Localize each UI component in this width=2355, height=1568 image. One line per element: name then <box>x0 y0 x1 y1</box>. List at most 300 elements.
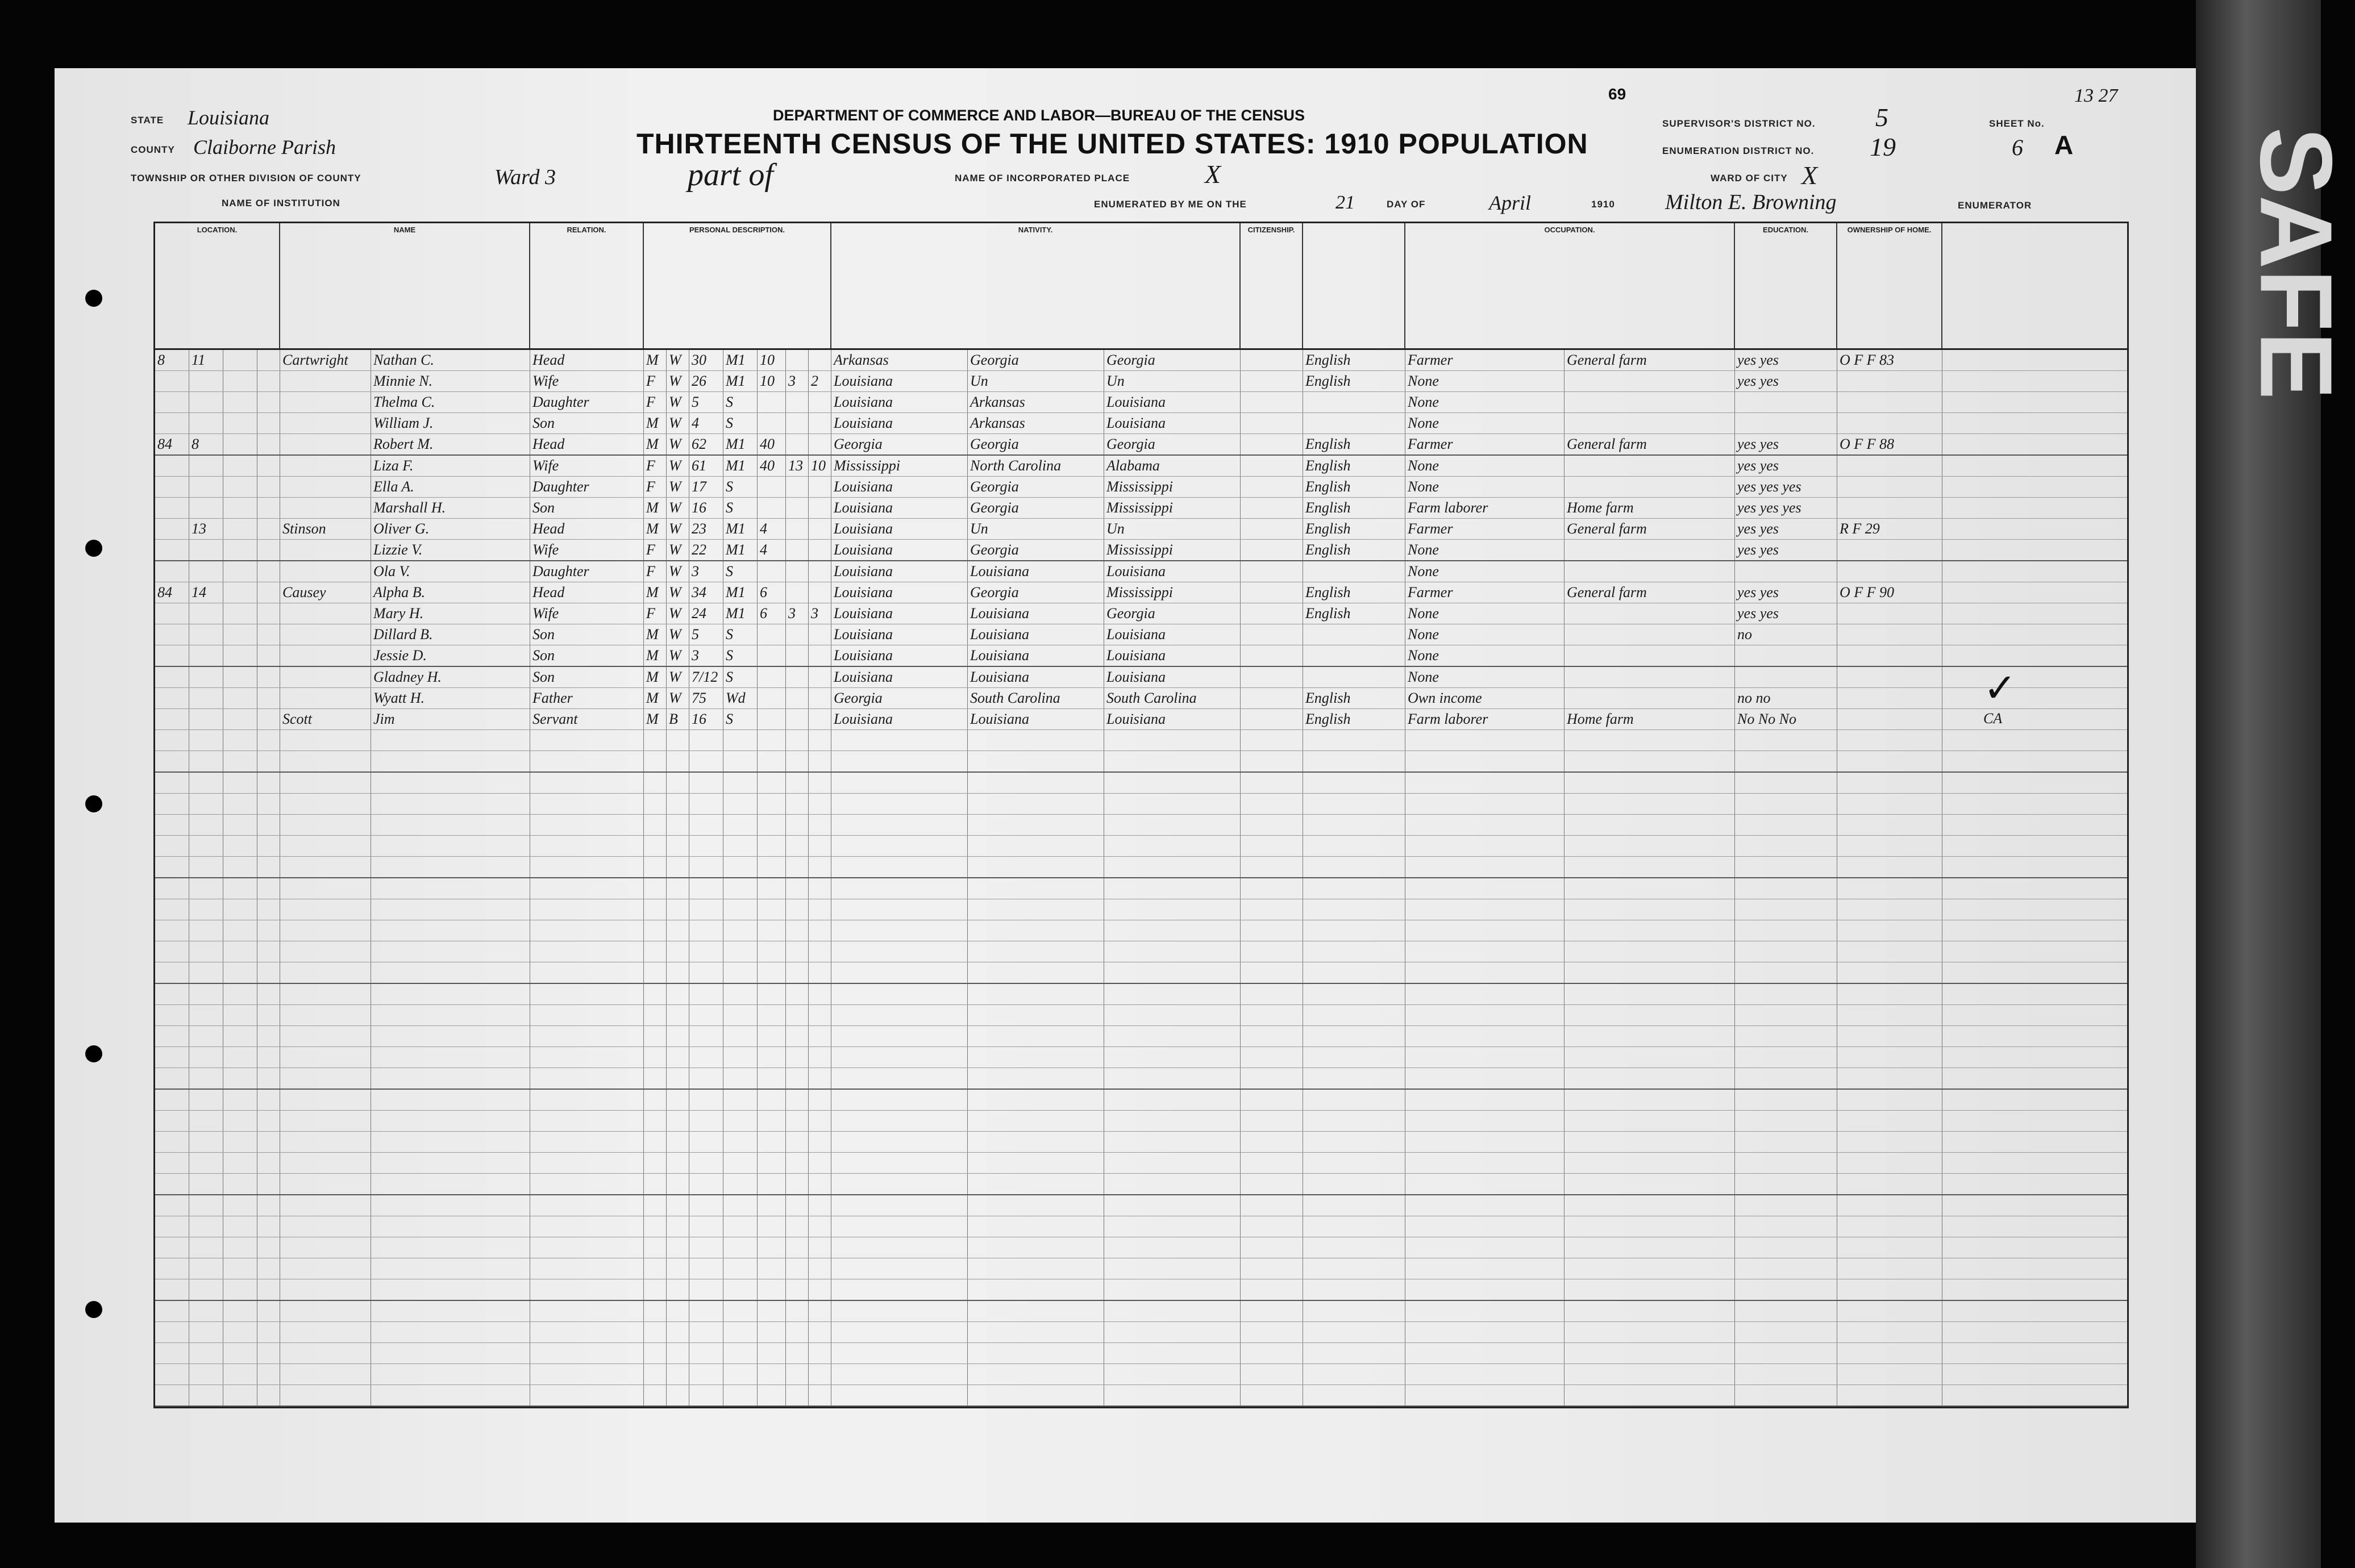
table-cell <box>1942 1279 2124 1300</box>
table-cell <box>189 962 223 983</box>
table-cell <box>786 794 809 814</box>
table-cell <box>809 1195 831 1216</box>
table-cell <box>809 1132 831 1152</box>
table-cell <box>530 1258 644 1279</box>
table-cell <box>1837 1195 1942 1216</box>
table-cell <box>831 1322 968 1342</box>
table-row <box>155 688 2127 709</box>
table-cell <box>280 920 371 941</box>
table-cell: F <box>644 456 667 476</box>
table-cell <box>786 519 809 539</box>
table-row <box>155 709 2127 730</box>
institution-label: NAME OF INSTITUTION <box>222 198 340 208</box>
table-cell <box>1405 1301 1565 1321</box>
table-cell <box>223 878 257 899</box>
table-cell <box>223 899 257 920</box>
table-cell <box>644 878 667 899</box>
table-cell: Stinson <box>280 519 371 539</box>
table-cell: Head <box>530 350 644 370</box>
table-cell <box>189 1090 223 1110</box>
year-label: 1910 <box>1591 199 1615 210</box>
department-line: DEPARTMENT OF COMMERCE AND LABOR—BUREAU OF THE CENSUS <box>773 107 1305 124</box>
table-cell <box>1241 582 1303 603</box>
table-cell <box>968 1047 1104 1067</box>
table-cell <box>968 730 1104 750</box>
table-cell <box>155 456 189 476</box>
table-cell <box>968 1068 1104 1089</box>
table-cell <box>1942 1343 2124 1363</box>
table-cell <box>831 1216 968 1237</box>
table-cell <box>689 1174 723 1194</box>
table-cell <box>155 1364 189 1384</box>
table-cell <box>1104 815 1241 835</box>
table-cell <box>644 1237 667 1258</box>
table-cell: English <box>1303 477 1405 497</box>
table-cell: 84 <box>155 434 189 454</box>
table-cell <box>1405 1279 1565 1300</box>
table-cell <box>809 477 831 497</box>
table-cell: Farmer <box>1405 350 1565 370</box>
table-cell <box>280 624 371 645</box>
table-cell: W <box>667 456 689 476</box>
table-cell <box>1241 1237 1303 1258</box>
table-cell <box>371 773 530 793</box>
table-cell <box>1241 688 1303 708</box>
table-cell <box>786 899 809 920</box>
table-cell: Louisiana <box>831 477 968 497</box>
enumeration-district-value: 19 <box>1870 132 1896 161</box>
table-cell: Wd <box>723 688 758 708</box>
table-cell <box>723 1026 758 1046</box>
table-cell <box>667 1068 689 1089</box>
table-cell <box>1405 857 1565 877</box>
table-cell <box>1303 1385 1405 1406</box>
table-cell <box>667 920 689 941</box>
punch-hole <box>85 290 102 307</box>
table-cell <box>189 688 223 708</box>
table-cell <box>189 1153 223 1173</box>
table-cell <box>1405 1258 1565 1279</box>
table-cell <box>1735 667 1837 687</box>
table-cell <box>1837 540 1942 560</box>
table-cell: Louisiana <box>968 667 1104 687</box>
table-cell <box>831 1153 968 1173</box>
table-cell: Home farm <box>1565 498 1735 518</box>
sheet-label: SHEET No. <box>1989 118 2045 129</box>
table-cell <box>280 688 371 708</box>
table-cell <box>786 540 809 560</box>
table-cell <box>1565 1216 1735 1237</box>
table-cell <box>786 709 809 729</box>
table-row <box>155 1195 2127 1216</box>
table-cell <box>667 1153 689 1173</box>
table-cell <box>155 1111 189 1131</box>
table-cell: Louisiana <box>831 413 968 433</box>
table-cell <box>786 645 809 666</box>
table-row <box>155 1111 2127 1132</box>
table-cell <box>723 1195 758 1216</box>
table-cell <box>689 815 723 835</box>
table-row <box>155 1258 2127 1279</box>
table-cell <box>689 1005 723 1025</box>
table-cell <box>689 941 723 962</box>
table-cell <box>1735 836 1837 856</box>
table-cell <box>1735 1364 1837 1384</box>
table-cell: Own income <box>1405 688 1565 708</box>
table-cell: None <box>1405 667 1565 687</box>
table-cell <box>1303 392 1405 412</box>
table-cell <box>1837 836 1942 856</box>
table-cell <box>371 857 530 877</box>
table-cell <box>1303 1279 1405 1300</box>
table-cell <box>223 1111 257 1131</box>
table-cell: North Carolina <box>968 456 1104 476</box>
table-cell <box>968 751 1104 772</box>
table-cell <box>786 773 809 793</box>
table-cell <box>280 1111 371 1131</box>
table-cell: Un <box>968 371 1104 391</box>
table-cell: Farmer <box>1405 434 1565 454</box>
table-cell: W <box>667 498 689 518</box>
table-cell <box>1241 456 1303 476</box>
table-cell <box>1303 815 1405 835</box>
enumerated-label: ENUMERATED BY ME ON THE <box>1094 199 1247 210</box>
table-cell <box>371 941 530 962</box>
table-cell <box>1104 1005 1241 1025</box>
table-cell <box>758 1174 786 1194</box>
table-cell <box>723 1090 758 1110</box>
table-cell <box>223 751 257 772</box>
table-cell <box>1303 1090 1405 1110</box>
table-cell <box>1565 1343 1735 1363</box>
table-cell <box>223 1385 257 1406</box>
table-cell <box>667 857 689 877</box>
table-cell <box>786 1258 809 1279</box>
table-cell <box>786 1068 809 1089</box>
table-cell <box>968 773 1104 793</box>
table-cell <box>667 1322 689 1342</box>
table-cell: M <box>644 709 667 729</box>
table-cell <box>1565 1068 1735 1089</box>
table-cell: W <box>667 688 689 708</box>
table-cell <box>1303 1132 1405 1152</box>
table-row <box>155 603 2127 624</box>
table-cell <box>257 899 280 920</box>
table-cell <box>530 773 644 793</box>
table-cell: F <box>644 371 667 391</box>
table-cell: Ola V. <box>371 561 530 582</box>
table-cell: Wife <box>530 603 644 624</box>
table-cell <box>155 1153 189 1173</box>
table-cell <box>1565 1090 1735 1110</box>
table-cell <box>1837 1258 1942 1279</box>
table-cell <box>809 941 831 962</box>
table-cell: Wyatt H. <box>371 688 530 708</box>
table-cell <box>1837 709 1942 729</box>
table-cell <box>786 582 809 603</box>
table-cell <box>1241 1195 1303 1216</box>
table-cell <box>1837 1237 1942 1258</box>
table-cell <box>257 413 280 433</box>
table-cell <box>809 498 831 518</box>
table-cell <box>1837 1385 1942 1406</box>
table-cell <box>223 1364 257 1384</box>
table-cell <box>1735 1132 1837 1152</box>
table-cell <box>1104 794 1241 814</box>
table-cell: M1 <box>723 456 758 476</box>
table-cell <box>809 1090 831 1110</box>
table-cell <box>1735 984 1837 1004</box>
table-cell <box>189 1068 223 1089</box>
table-cell <box>1104 899 1241 920</box>
table-cell <box>1837 1111 1942 1131</box>
table-cell <box>1405 815 1565 835</box>
table-cell <box>1405 1153 1565 1173</box>
table-cell <box>786 1216 809 1237</box>
table-cell <box>189 1343 223 1363</box>
table-cell: W <box>667 392 689 412</box>
table-cell <box>280 941 371 962</box>
table-cell <box>530 878 644 899</box>
table-cell <box>257 836 280 856</box>
table-cell <box>1735 878 1837 899</box>
table-cell <box>1104 1047 1241 1067</box>
table-cell <box>831 857 968 877</box>
table-cell: Daughter <box>530 477 644 497</box>
table-cell <box>723 730 758 750</box>
table-cell <box>223 624 257 645</box>
table-cell <box>968 920 1104 941</box>
table-cell <box>723 941 758 962</box>
table-cell <box>1303 413 1405 433</box>
table-cell <box>1565 667 1735 687</box>
table-cell <box>831 1132 968 1152</box>
table-cell <box>1837 1132 1942 1152</box>
table-cell <box>809 962 831 983</box>
table-row <box>155 624 2127 645</box>
table-cell: Son <box>530 413 644 433</box>
table-cell <box>280 413 371 433</box>
table-cell <box>1565 688 1735 708</box>
table-cell <box>530 1237 644 1258</box>
table-cell <box>758 941 786 962</box>
table-cell <box>723 1047 758 1067</box>
table-cell <box>280 667 371 687</box>
table-cell: 23 <box>689 519 723 539</box>
table-cell <box>155 1385 189 1406</box>
table-cell <box>644 1216 667 1237</box>
table-cell <box>371 794 530 814</box>
table-cell <box>809 1047 831 1067</box>
table-cell <box>809 836 831 856</box>
table-cell <box>831 1343 968 1363</box>
table-cell: 16 <box>689 709 723 729</box>
table-cell <box>667 941 689 962</box>
table-cell <box>758 1343 786 1363</box>
table-cell <box>723 920 758 941</box>
table-cell <box>1565 920 1735 941</box>
table-cell: None <box>1405 624 1565 645</box>
table-cell <box>223 603 257 624</box>
table-cell <box>257 794 280 814</box>
table-cell <box>831 1258 968 1279</box>
table-cell <box>644 1258 667 1279</box>
table-cell <box>280 1216 371 1237</box>
table-cell <box>155 1343 189 1363</box>
table-cell <box>1735 1005 1837 1025</box>
table-row <box>155 920 2127 941</box>
table-cell <box>786 920 809 941</box>
table-cell <box>1735 815 1837 835</box>
table-row <box>155 1279 2127 1301</box>
table-cell <box>1405 899 1565 920</box>
punch-hole <box>85 1045 102 1062</box>
table-cell: M1 <box>723 434 758 454</box>
table-cell <box>280 392 371 412</box>
table-cell <box>1735 1301 1837 1321</box>
table-cell: Georgia <box>968 582 1104 603</box>
table-cell: Georgia <box>1104 434 1241 454</box>
table-row <box>155 392 2127 413</box>
table-cell <box>1837 857 1942 877</box>
table-cell <box>1942 1195 2124 1216</box>
state-label: STATE <box>131 115 164 126</box>
table-cell <box>189 1216 223 1237</box>
table-cell <box>155 878 189 899</box>
table-cell <box>786 1174 809 1194</box>
table-cell <box>189 1026 223 1046</box>
table-cell <box>1837 456 1942 476</box>
table-cell: Un <box>968 519 1104 539</box>
table-cell <box>280 371 371 391</box>
table-cell <box>786 1090 809 1110</box>
table-cell <box>1303 878 1405 899</box>
table-cell <box>1837 624 1942 645</box>
table-row <box>155 540 2127 561</box>
table-cell <box>667 1237 689 1258</box>
table-cell: General farm <box>1565 519 1735 539</box>
table-cell <box>786 1153 809 1173</box>
table-cell: 61 <box>689 456 723 476</box>
table-cell: 40 <box>758 434 786 454</box>
table-cell: 13 <box>786 456 809 476</box>
table-cell <box>1565 878 1735 899</box>
table-cell <box>1942 794 2124 814</box>
table-cell: Georgia <box>968 540 1104 560</box>
table-cell: M <box>644 688 667 708</box>
table-cell <box>723 1132 758 1152</box>
table-cell <box>831 1279 968 1300</box>
table-cell <box>1565 1258 1735 1279</box>
table-cell <box>155 941 189 962</box>
table-cell <box>667 1090 689 1110</box>
table-cell <box>644 1132 667 1152</box>
table-cell <box>223 371 257 391</box>
table-cell: Louisiana <box>968 603 1104 624</box>
table-cell <box>371 815 530 835</box>
table-cell <box>667 1364 689 1384</box>
table-cell <box>1104 941 1241 962</box>
table-cell <box>809 582 831 603</box>
table-cell: O F F 88 <box>1837 434 1942 454</box>
table-cell <box>689 1216 723 1237</box>
table-cell <box>758 561 786 582</box>
table-cell <box>1565 1153 1735 1173</box>
table-cell <box>257 1005 280 1025</box>
table-cell <box>1241 434 1303 454</box>
table-cell <box>155 498 189 518</box>
table-cell <box>371 1111 530 1131</box>
table-cell <box>223 477 257 497</box>
table-cell <box>223 773 257 793</box>
table-cell <box>1942 1026 2124 1046</box>
table-cell <box>223 794 257 814</box>
table-cell <box>1241 561 1303 582</box>
table-cell <box>1942 434 2124 454</box>
table-cell: English <box>1303 688 1405 708</box>
table-cell: W <box>667 371 689 391</box>
table-cell <box>689 751 723 772</box>
table-cell <box>1942 456 2124 476</box>
table-cell <box>1837 751 1942 772</box>
table-cell <box>644 815 667 835</box>
table-cell <box>1303 899 1405 920</box>
table-cell <box>1241 1364 1303 1384</box>
col-group-occupation: OCCUPATION. <box>1405 223 1735 348</box>
table-cell: Georgia <box>831 688 968 708</box>
table-cell <box>644 1322 667 1342</box>
table-cell <box>758 498 786 518</box>
table-cell <box>1303 1068 1405 1089</box>
table-cell <box>1241 878 1303 899</box>
table-cell <box>968 1364 1104 1384</box>
table-cell <box>189 456 223 476</box>
table-cell <box>223 941 257 962</box>
table-cell: M1 <box>723 350 758 370</box>
table-cell <box>1104 751 1241 772</box>
table-cell <box>1104 773 1241 793</box>
table-cell <box>809 899 831 920</box>
table-cell <box>223 561 257 582</box>
table-cell <box>280 773 371 793</box>
table-cell <box>758 1279 786 1300</box>
table-cell <box>723 1237 758 1258</box>
table-cell <box>1837 1090 1942 1110</box>
table-cell <box>371 1216 530 1237</box>
table-cell <box>1837 498 1942 518</box>
table-row <box>155 878 2127 899</box>
table-cell <box>1405 962 1565 983</box>
table-cell <box>1565 1237 1735 1258</box>
table-cell: Louisiana <box>831 624 968 645</box>
table-cell <box>968 941 1104 962</box>
table-cell <box>1837 920 1942 941</box>
table-cell <box>1241 498 1303 518</box>
table-cell <box>1241 1385 1303 1406</box>
table-cell <box>1565 1364 1735 1384</box>
table-cell <box>1241 413 1303 433</box>
table-cell <box>809 920 831 941</box>
table-cell <box>809 1174 831 1194</box>
table-cell <box>530 962 644 983</box>
table-row <box>155 815 2127 836</box>
table-cell <box>280 434 371 454</box>
table-cell <box>371 1195 530 1216</box>
table-cell <box>257 1322 280 1342</box>
table-cell <box>786 815 809 835</box>
table-cell <box>155 794 189 814</box>
table-cell <box>280 878 371 899</box>
